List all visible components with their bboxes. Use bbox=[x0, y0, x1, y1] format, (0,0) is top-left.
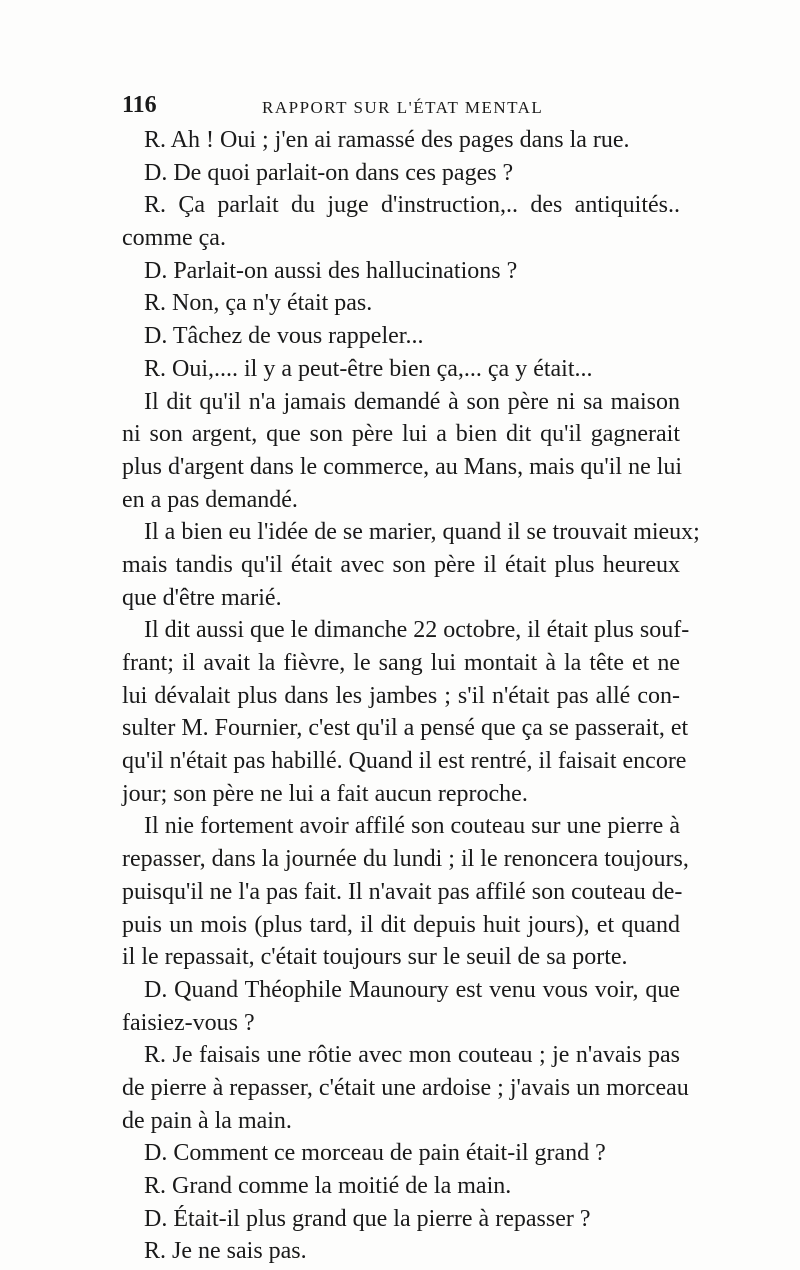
text-line: D. Quand Théophile Maunoury est venu vous voir, que bbox=[144, 976, 680, 1003]
text-line: Il dit aussi que le dimanche 22 octobre, il était plus souf- bbox=[144, 617, 690, 644]
text-line: Il a bien eu l'idée de se marier, quand il se trouvait mieux; bbox=[144, 519, 700, 546]
text-line: D. Tâchez de vous rappeler... bbox=[144, 323, 424, 350]
text-line: repasser, dans la journée du lundi ; il le renoncera toujours, bbox=[122, 846, 689, 873]
text-line: D. Comment ce morceau de pain était-il grand ? bbox=[144, 1140, 606, 1167]
text-line: faisiez-vous ? bbox=[122, 1009, 255, 1036]
text-line: que d'être marié. bbox=[122, 584, 282, 611]
text-line: de pain à la main. bbox=[122, 1107, 292, 1134]
text-line: lui dévalait plus dans les jambes ; s'il n'était pas allé con- bbox=[122, 682, 680, 709]
text-line: mais tandis qu'il était avec son père il était plus heureux bbox=[122, 551, 680, 578]
text-line: R. Oui,.... il y a peut-être bien ça,... ça y était... bbox=[144, 355, 593, 382]
text-line: sulter M. Fournier, c'est qu'il a pensé que ça se passerait, et bbox=[122, 715, 689, 742]
text-line: Il dit qu'il n'a jamais demandé à son père ni sa maison bbox=[144, 388, 680, 415]
text-line: D. Était-il plus grand que la pierre à repasser ? bbox=[144, 1205, 591, 1232]
page-header bbox=[122, 92, 682, 122]
text-line: frant; il avait la fièvre, le sang lui montait à la tête et ne bbox=[122, 650, 680, 676]
body-text bbox=[122, 124, 700, 1268]
text-line: R. Ça parlait du juge d'instruction,.. des antiquités.. bbox=[144, 192, 680, 219]
text-line: Il nie fortement avoir affilé son couteau sur une pierre à bbox=[144, 813, 680, 840]
text-line: R. Non, ça n'y était pas. bbox=[144, 290, 373, 317]
text-line: jour; son père ne lui a fait aucun reproche. bbox=[122, 780, 528, 807]
text-line: puis un mois (plus tard, il dit depuis huit jours), et quand bbox=[122, 911, 680, 938]
text-line: R. Grand comme la moitié de la main. bbox=[144, 1173, 512, 1199]
text-line: R. Ah ! Oui ; j'en ai ramassé des pages dans la rue. bbox=[144, 127, 630, 153]
text-line: D. Parlait-on aussi des hallucinations ? bbox=[144, 257, 518, 284]
text-line: ni son argent, que son père lui a bien dit qu'il gagnerait bbox=[122, 421, 680, 448]
text-line: R. Je faisais une rôtie avec mon couteau ; je n'avais pas bbox=[144, 1042, 680, 1069]
text-line: puisqu'il ne l'a pas fait. Il n'avait pas affilé son couteau de- bbox=[122, 878, 683, 905]
text-line: qu'il n'était pas habillé. Quand il est rentré, il faisait encore bbox=[122, 748, 687, 775]
text-line: comme ça. bbox=[122, 225, 226, 252]
text-line: R. Je ne sais pas. bbox=[144, 1238, 307, 1265]
page-number: 116 bbox=[122, 92, 157, 118]
text-line: de pierre à repasser, c'était une ardoise ; j'avais un morceau bbox=[122, 1074, 689, 1101]
running-head: RAPPORT SUR L'ÉTAT MENTAL bbox=[262, 98, 544, 117]
text-line: il le repassait, c'était toujours sur le seuil de sa porte. bbox=[122, 944, 628, 971]
text-line: en a pas demandé. bbox=[122, 486, 298, 513]
text-line: D. De quoi parlait-on dans ces pages ? bbox=[144, 159, 514, 186]
text-line: plus d'argent dans le commerce, au Mans, mais qu'il ne lui bbox=[122, 453, 683, 480]
